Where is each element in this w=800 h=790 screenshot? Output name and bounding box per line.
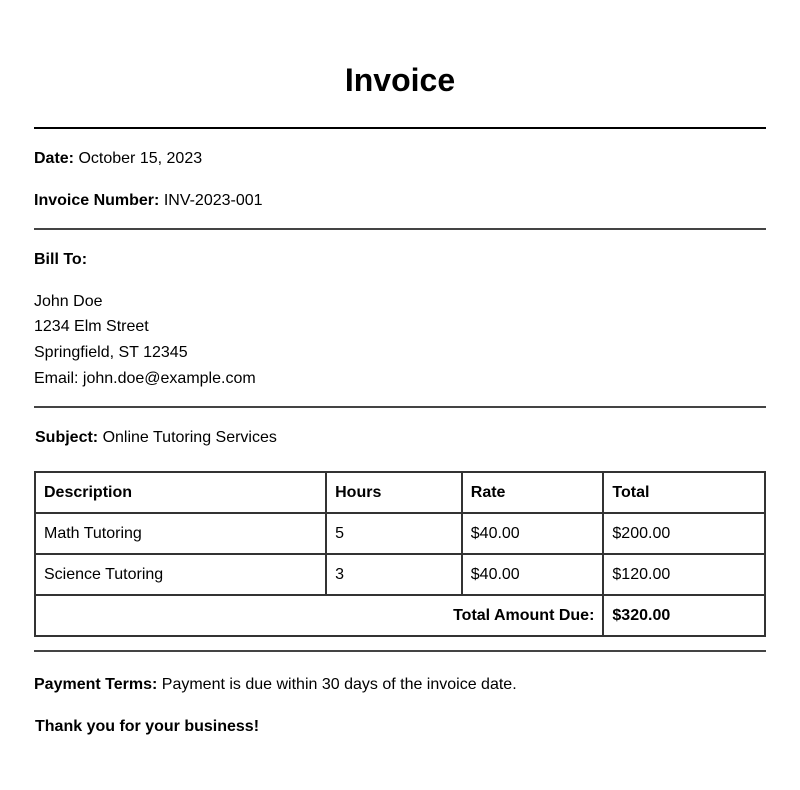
bill-to-line: [34, 250, 87, 270]
subject-line: [35, 428, 277, 448]
line-items-table: [34, 471, 766, 637]
table-header-row: [35, 472, 765, 513]
subject-label: Subject:: [35, 429, 99, 446]
bill-to-name: John Doe: [34, 293, 103, 310]
cell-total: $120.00: [603, 554, 765, 595]
divider: [34, 650, 766, 652]
invoice-title: Invoice: [344, 62, 456, 98]
divider: [34, 127, 766, 129]
total-row: [35, 595, 765, 636]
divider: [34, 406, 766, 408]
date-line: [34, 149, 202, 169]
cell-description: Math Tutoring: [35, 513, 326, 554]
payment-terms-label: Payment Terms:: [34, 676, 158, 693]
cell-rate: $40.00: [462, 513, 604, 554]
invoice-number-line: [34, 191, 263, 211]
bill-to-email: Email: john.doe@example.com: [34, 370, 256, 387]
table-row: [35, 513, 765, 554]
cell-description: Science Tutoring: [35, 554, 326, 595]
invoice-number-label: Invoice Number:: [34, 192, 160, 209]
bill-to-street: 1234 Elm Street: [34, 318, 149, 335]
date-label: Date:: [34, 150, 75, 167]
cell-hours: 5: [326, 513, 462, 554]
date-value: October 15, 2023: [78, 150, 203, 167]
divider: [34, 228, 766, 230]
bill-to-label: Bill To:: [34, 251, 88, 268]
payment-terms-value: Payment is due within 30 days of the invoice date.: [161, 676, 517, 693]
cell-rate: $40.00: [462, 554, 604, 595]
closing-line: [35, 717, 259, 737]
total-amount-value: $320.00: [603, 595, 765, 636]
cell-total: $200.00: [603, 513, 765, 554]
column-header-hours: Hours: [326, 472, 462, 513]
column-header-total: Total: [603, 472, 765, 513]
cell-hours: 3: [326, 554, 462, 595]
closing-text: Thank you for your business!: [35, 718, 260, 735]
total-amount-label: Total Amount Due:: [35, 595, 603, 636]
table-row: [35, 554, 765, 595]
invoice-number-value: INV-2023-001: [163, 192, 263, 209]
column-header-rate: Rate: [462, 472, 604, 513]
column-header-description: Description: [35, 472, 326, 513]
subject-value: Online Tutoring Services: [102, 429, 277, 446]
bill-to-city: Springfield, ST 12345: [34, 344, 188, 361]
payment-terms-line: [34, 675, 517, 695]
